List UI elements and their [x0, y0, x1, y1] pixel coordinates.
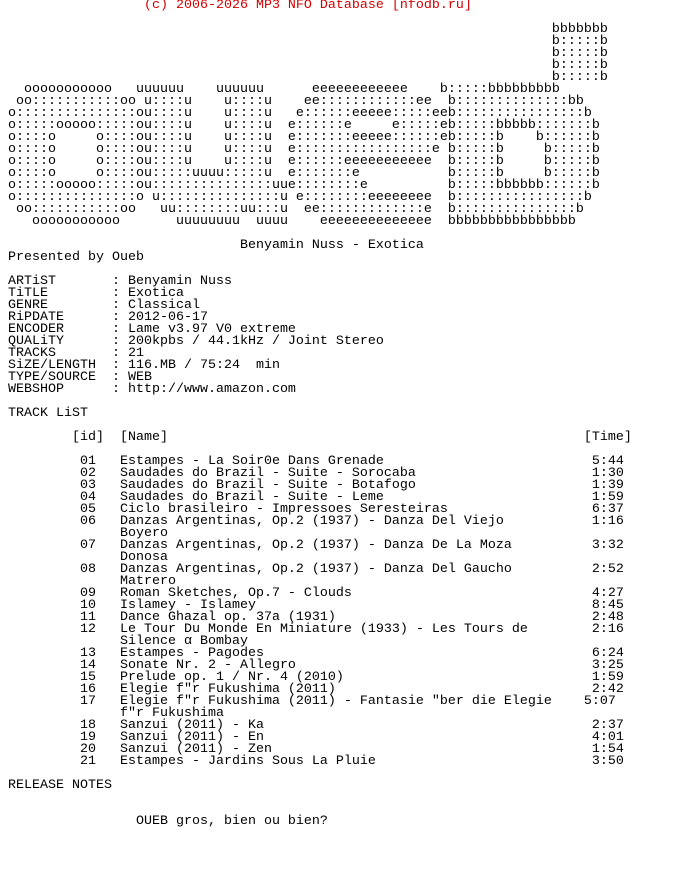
nfo-line: SiZE/LENGTH : 116.MB / 75:24 min: [8, 358, 280, 373]
nfo-line: bbbbbbb: [8, 22, 608, 37]
nfo-line: b:::::b: [8, 58, 608, 73]
nfo-line: o:::::ooooo:::::ou:::::::::::::::uue::::::::e b:::::bbbbbb::::::b: [8, 178, 600, 193]
nfo-line: o::::o o::::ou:::::uuuu:::::u e:::::::e b:::::b b:::::b: [8, 166, 600, 181]
nfo-line: 13 Estampes - Pagodes 6:24: [8, 646, 624, 661]
nfo-line: 14 Sonate Nr. 2 - Allegro 3:25: [8, 658, 624, 673]
nfo-line: 16 Elegie f"r Fukushima (2011) 2:42: [8, 682, 624, 697]
nfo-line: o:::::::::::::::o u:::::::::::::::u e::::::::eeeeeeee b::::::::::::::::b: [8, 190, 592, 205]
nfo-line: 18 Sanzui (2011) - Ka 2:37: [8, 718, 624, 733]
nfo-line: OUEB gros, bien ou bien?: [8, 814, 328, 829]
nfo-line: Benyamin Nuss - Exotica: [8, 238, 424, 253]
nfo-line: 07 Danzas Argentinas, Op.2 (1937) - Danza De La Moza 3:32: [8, 538, 624, 553]
nfo-line: TRACK LiST: [8, 406, 88, 421]
nfo-line: Silence α Bombay: [8, 634, 248, 649]
nfo-line: TiTLE : Exotica: [8, 286, 184, 301]
nfo-line: 09 Roman Sketches, Op.7 - Clouds 4:27: [8, 586, 624, 601]
nfo-line: b:::::b: [8, 46, 608, 61]
nfo-line: 20 Sanzui (2011) - Zen 1:54: [8, 742, 624, 757]
nfo-line: 19 Sanzui (2011) - En 4:01: [8, 730, 624, 745]
nfo-line: [id] [Name] [Time]: [8, 430, 632, 445]
nfo-line: QUALiTY : 200kpbs / 44.1kHz / Joint Stereo: [8, 334, 384, 349]
copyright-banner: (c) 2006-2026 MP3 NFO Database [nfodb.ru]: [8, 0, 472, 13]
nfo-line: 12 Le Tour Du Monde En Miniature (1933) - Les Tours de 2:16: [8, 622, 624, 637]
nfo-line: ARTiST : Benyamin Nuss: [8, 274, 232, 289]
nfo-line: o:::::ooooo:::::ou::::u u::::u e::::::e e:::::eb:::::bbbbb:::::::b: [8, 118, 600, 133]
nfo-line: GENRE : Classical: [8, 298, 200, 313]
nfo-line: ENCODER : Lame v3.97 V0 extreme: [8, 322, 296, 337]
nfo-line: b:::::b: [8, 34, 608, 49]
nfo-line: ooooooooooo uuuuuuuu uuuu eeeeeeeeeeeeee bbbbbbbbbbbbbbbb: [8, 214, 576, 229]
nfo-line: TYPE/SOURCE : WEB: [8, 370, 152, 385]
nfo-line: [8, 396, 688, 408]
nfo-line: o::::o o::::ou::::u u::::u e:::::::::::::::::e b:::::b b:::::b: [8, 142, 600, 157]
nfo-line: TRACKS : 21: [8, 346, 144, 361]
nfo-line: Donosa: [8, 550, 168, 565]
nfo-line: 15 Prelude op. 1 / Nr. 4 (2010) 1:59: [8, 670, 624, 685]
nfo-line: 06 Danzas Argentinas, Op.2 (1937) - Danza Del Viejo 1:16: [8, 514, 624, 529]
nfo-line: 11 Dance Ghazal op. 37a (1931) 2:48: [8, 610, 624, 625]
nfo-line: RELEASE NOTES: [8, 778, 112, 793]
nfo-line: oo:::::::::::oo uu::::::::uu:::u ee:::::::::::::e b:::::::::::::::b: [8, 202, 584, 217]
nfo-line: oo:::::::::::oo u::::u u::::u ee::::::::::::ee b::::::::::::::bb: [8, 94, 584, 109]
nfo-line: Presented by Oueb: [8, 250, 144, 265]
nfo-line: ooooooooooo uuuuuu uuuuuu eeeeeeeeeeee b:::::bbbbbbbbb: [8, 82, 560, 97]
nfo-line: 03 Saudades do Brazil - Suite - Botafogo 1:39: [8, 478, 624, 493]
nfo-line: o:::::::::::::::ou::::u u::::u e::::::eeeee:::::eeb::::::::::::::::b: [8, 106, 592, 121]
nfo-line: 10 Islamey - Islamey 8:45: [8, 598, 624, 613]
nfo-line: 08 Danzas Argentinas, Op.2 (1937) - Danza Del Gaucho 2:52: [8, 562, 624, 577]
nfo-line: [8, 792, 688, 804]
nfo-line: o::::o o::::ou::::u u::::u e::::::eeeeeeeeeee b:::::b b:::::b: [8, 154, 600, 169]
nfo-line: o::::o o::::ou::::u u::::u e:::::::eeeee::::::eb:::::b b::::::b: [8, 130, 600, 145]
nfo-line: Boyero: [8, 526, 168, 541]
nfo-line: 01 Estampes - La Soir0e Dans Grenade 5:44: [8, 454, 624, 469]
nfo-line: 05 Ciclo brasileiro - Impressoes Seresteiras 6:37: [8, 502, 624, 517]
nfo-line: RiPDATE : 2012-06-17: [8, 310, 208, 325]
nfo-line: Matrero: [8, 574, 176, 589]
nfo-line: b:::::b: [8, 70, 608, 85]
nfo-line: 21 Estampes - Jardins Sous La Pluie 3:50: [8, 754, 624, 769]
nfo-line: 02 Saudades do Brazil - Suite - Sorocaba 1:30: [8, 466, 624, 481]
nfo-line: 04 Saudades do Brazil - Suite - Leme 1:59: [8, 490, 624, 505]
nfo-line: WEBSHOP : http://www.amazon.com: [8, 382, 296, 397]
nfo-line: f"r Fukushima: [8, 706, 224, 721]
nfo-line: 17 Elegie f"r Fukushima (2011) - Fantasie "ber die Elegie 5:07: [8, 694, 616, 709]
